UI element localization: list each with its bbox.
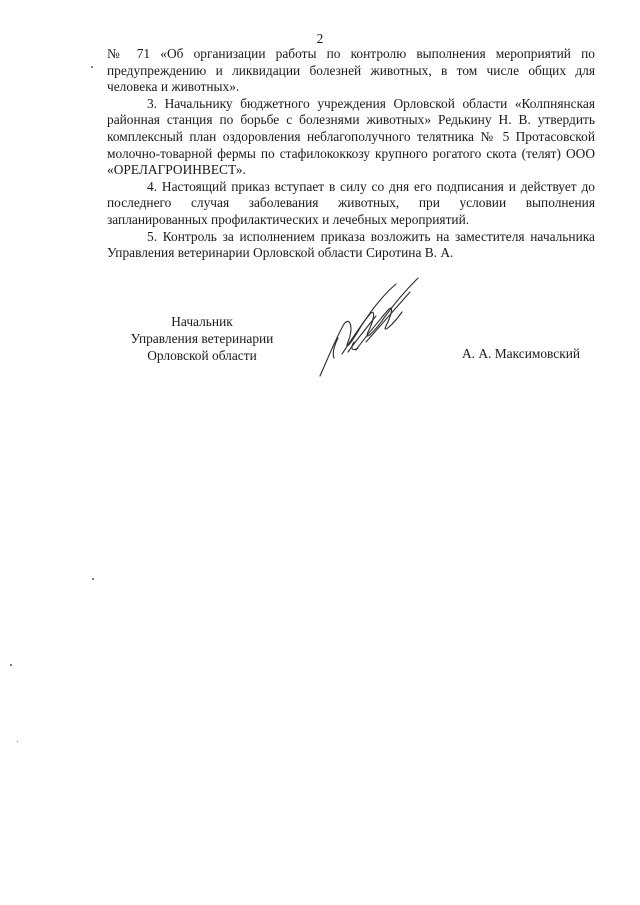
scan-speck (10, 664, 12, 666)
paragraph-item-5: 5. Контроль за исполнением приказа возложить на заместителя начальника Управления ветеринарии Орловской области Сиротина В. А. (107, 228, 595, 261)
scan-speck (91, 66, 93, 68)
scan-speck (17, 741, 18, 742)
scan-speck (92, 578, 94, 580)
signatory-title (107, 313, 297, 364)
signer-name: А. А. Максимовский (462, 346, 581, 361)
handwritten-signature (314, 272, 434, 382)
paragraph-item-3: 3. Начальнику бюджетного учреждения Орловской области «Колпнянская районная станция по борьбе с болезнями животных» Редькину Н. В. утвердить комплексный план оздоровления неблагополучного телятника № 5 Протасовской молочно-товарной фермы по стафилококкозу крупного рогатого скота (телят) ООО «ОРЕЛАГРОИНВЕСТ». (107, 95, 595, 178)
paragraph-continuation: № 71 «Об организации работы по контролю выполнения мероприятий по предупреждению и ликвидации болезней животных, в том числе общих для человека и животных». (107, 46, 595, 95)
document-body (107, 46, 595, 262)
signatory-title-line: Орловской области (147, 348, 257, 363)
paragraph-item-4: 4. Настоящий приказ вступает в силу со дня его подписания и действует до последнего случая заболевания животных, при условии выполнения запланированных профилактических и лечебных мероприятий. (107, 178, 595, 227)
signatory-title-line: Начальник (171, 314, 233, 329)
signatory-title-line: Управления ветеринарии (130, 331, 274, 346)
page-number: 2 (316, 31, 324, 46)
